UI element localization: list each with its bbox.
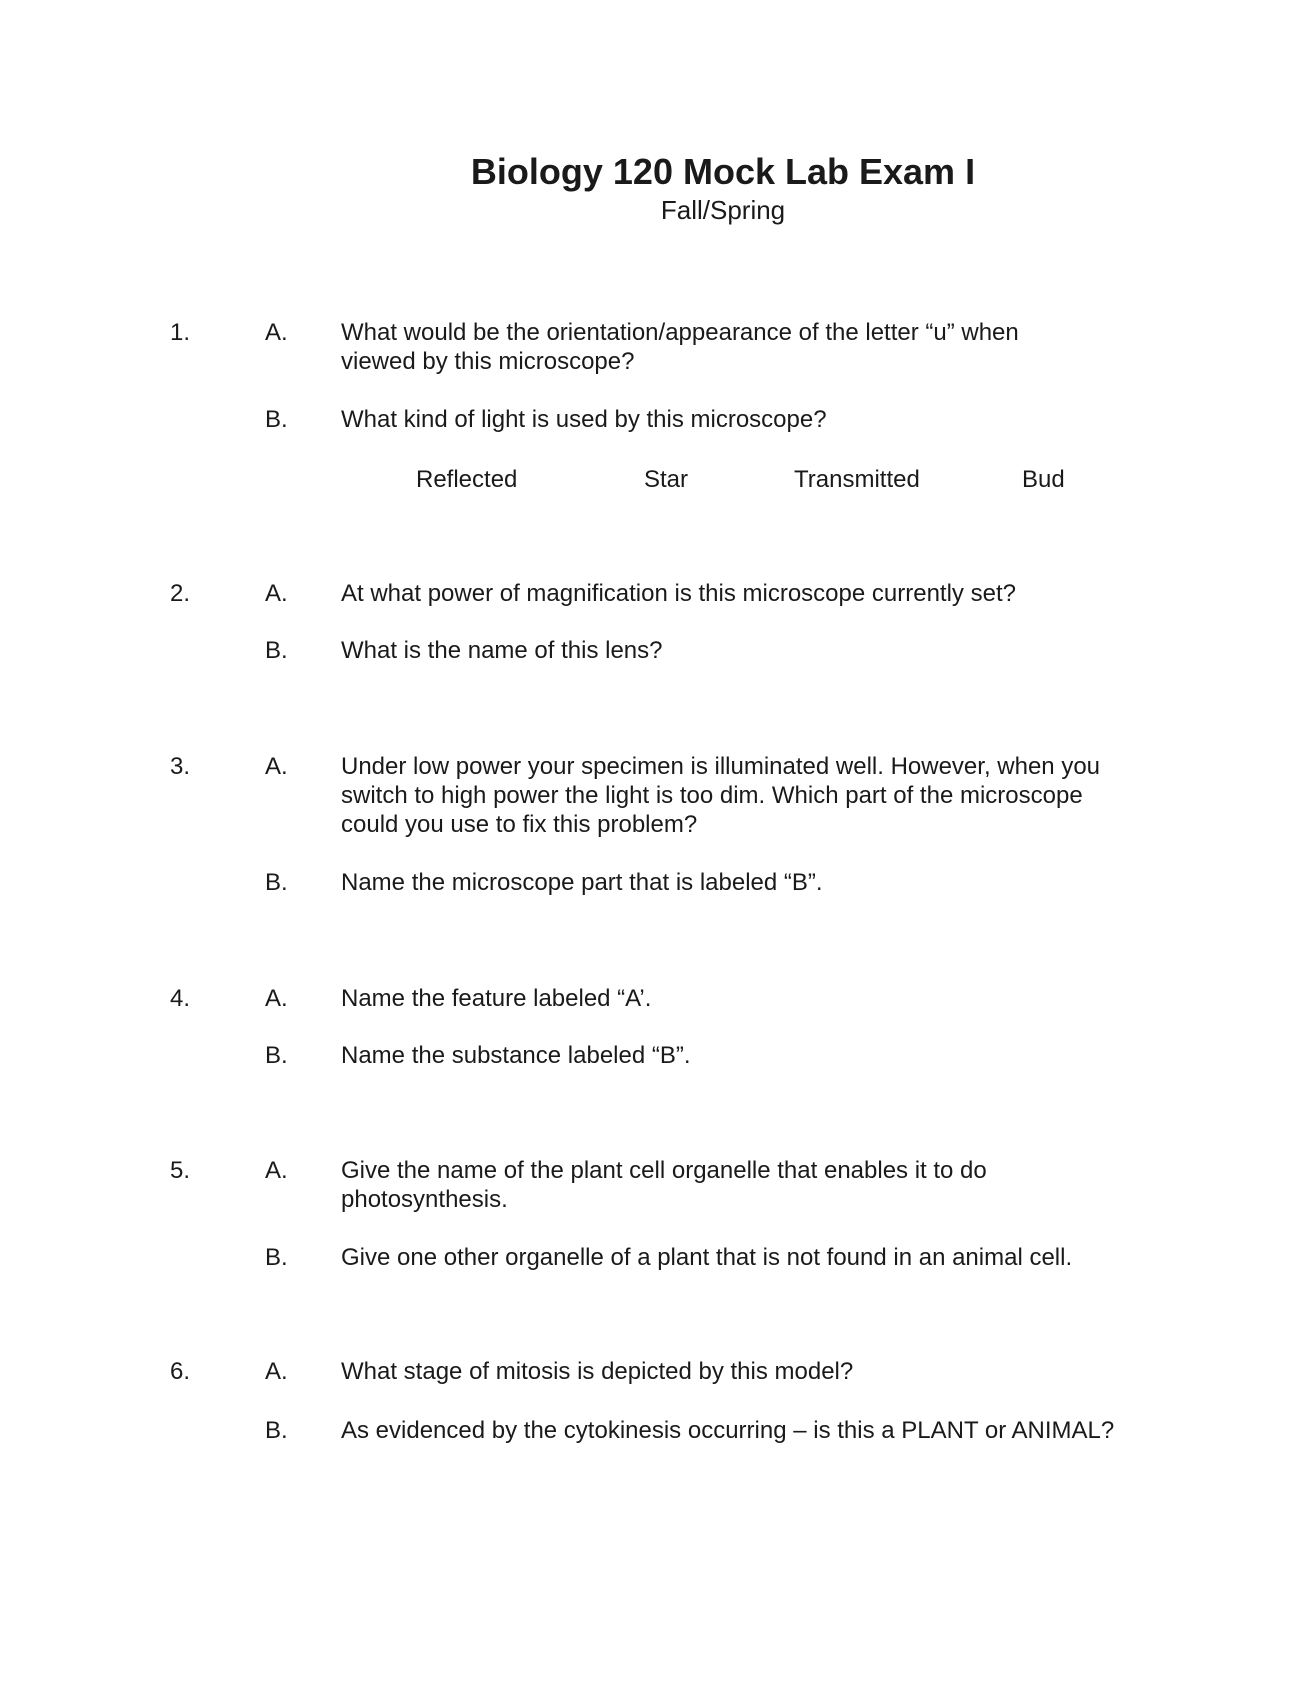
part-letter: B. [265, 1244, 288, 1271]
part-letter: B. [265, 869, 288, 896]
question-text: Name the feature labeled “A’. [341, 985, 652, 1012]
question-number: 2. [170, 580, 191, 607]
question-number: 5. [170, 1157, 191, 1184]
option-reflected: Reflected [416, 466, 518, 493]
part-letter: A. [265, 580, 288, 607]
part-letter: B. [265, 1042, 288, 1069]
part-letter: A. [265, 985, 288, 1012]
option-transmitted: Transmitted [794, 466, 920, 493]
question-text: Name the substance labeled “B”. [341, 1042, 691, 1069]
question-text: At what power of magnification is this microscope currently set? [341, 580, 1016, 607]
question-text: What is the name of this lens? [341, 637, 663, 664]
question-number: 3. [170, 753, 191, 780]
question-number: 6. [170, 1358, 191, 1385]
option-bud: Bud [1022, 466, 1065, 493]
exam-header [0, 150, 1306, 226]
question-text: Give the name of the plant cell organelle that enables it to do photosynthesis. [341, 1157, 987, 1213]
part-letter: B. [265, 406, 288, 433]
question-text: What kind of light is used by this microscope? [341, 406, 827, 433]
question-text: Name the microscope part that is labeled “B”. [341, 869, 823, 896]
part-letter: B. [265, 1417, 288, 1444]
page-subtitle: Fall/Spring [660, 195, 786, 225]
question-number: 4. [170, 985, 191, 1012]
question-text: Under low power your specimen is illuminated well. However, when you switch to high power the light is too dim. Which part of the microscope could you use to fix this problem? [341, 753, 1101, 838]
question-text: Give one other organelle of a plant that is not found in an animal cell. [341, 1244, 1073, 1271]
part-letter: A. [265, 319, 288, 346]
part-letter: A. [265, 753, 288, 780]
question-text: What would be the orientation/appearance of the letter “u” when viewed by this microscope? [341, 319, 1019, 375]
question-text: What stage of mitosis is depicted by this model? [341, 1358, 854, 1385]
part-letter: B. [265, 637, 288, 664]
part-letter: A. [265, 1358, 288, 1385]
question-number: 1. [170, 319, 191, 346]
page-title: Biology 120 Mock Lab Exam I [470, 151, 976, 192]
option-star: Star [644, 466, 689, 493]
question-text: As evidenced by the cytokinesis occurring – is this a PLANT or ANIMAL? [341, 1417, 1115, 1444]
part-letter: A. [265, 1157, 288, 1184]
